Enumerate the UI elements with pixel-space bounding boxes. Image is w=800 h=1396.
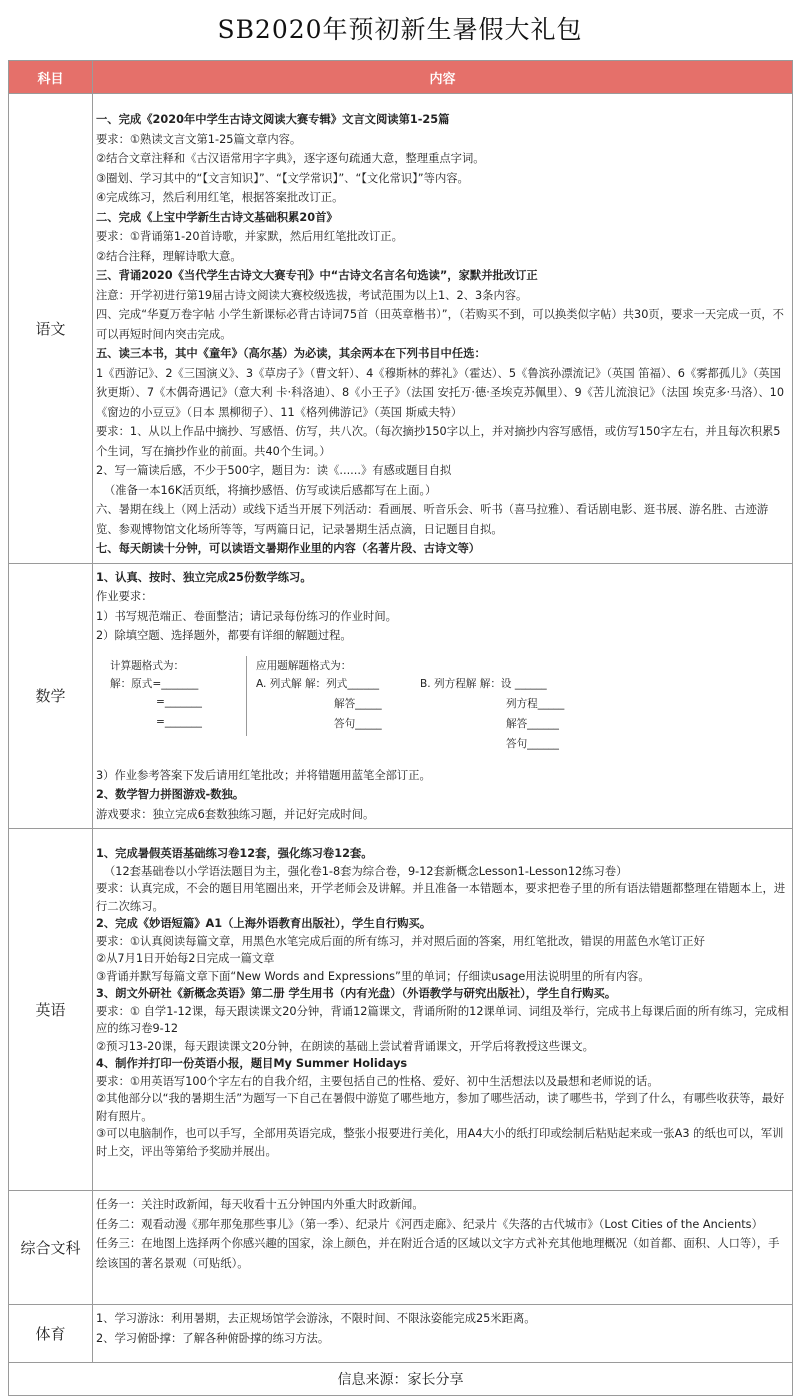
- content-chinese: [93, 94, 793, 564]
- pe-line: 2、学习俯卧撑：了解各种俯卧撑的练习方法。: [96, 1331, 330, 1345]
- liberal-line: 任务二：观看动漫《那年那兔那些事儿》（第一季）、纪录片《河西走廊》、纪录片《失落的古代城市》（Lost Cities of the Ancients）: [96, 1217, 763, 1231]
- format-divider: [246, 656, 247, 736]
- english-line: （12套基础卷以小学语法题目为主，强化卷1-8套为综合卷，9-12套新概念Lesson1-Lesson12练习卷）: [104, 864, 628, 878]
- header-content: 内容: [93, 61, 793, 94]
- chinese-line: 要求：①背诵第1-20首诗歌，并家默，然后用红笔批改订正。: [96, 230, 403, 243]
- chinese-line: ③圈划、学习其中的“【文言知识】”、“【文学常识】”、“【文化常识】”等内容。: [96, 171, 469, 185]
- chinese-line: 四、完成“华夏万卷字帖 小学生新课标必背古诗词75首（田英章楷书）”，（若购买不到，可以换类似字帖）共30页，要求一天完成一页，不可以再短时间内突击完成。: [96, 308, 784, 341]
- chinese-line: 六、暑期在线上（网上活动）或线下适当开展下列活动：看画展、听音乐会、听书（喜马拉雅）、看话剧电影、逛书展、游名胜、古迹游览、参观博物馆文化场所等等，写两篇日记，记录暑期生活点滴，日记题目自拟。: [96, 503, 769, 536]
- homework-table: [8, 60, 793, 1396]
- subject-liberal-arts: 综合文科: [9, 1191, 93, 1305]
- app-format-line: 答句______: [506, 737, 559, 750]
- chinese-line: 2、写一篇读后感，不少于500字，题目为：读《......》有感或题目自拟: [96, 464, 452, 477]
- content-english: [93, 829, 793, 1191]
- english-line: ②其他部分以“我的暑期生活”为题写一下自己在暑假中游览了哪些地方，参加了哪些活动，读了哪些书，学到了什么，有哪些收获等，最好附有照片。: [96, 1092, 785, 1123]
- chinese-line: 二、完成《上宝中学新生古诗文基础积累20首》: [96, 210, 338, 224]
- math-line: 游戏要求：独立完成6套数独练习题，并记好完成时间。: [96, 807, 375, 821]
- content-liberal-arts: [93, 1191, 793, 1305]
- source-footer: 信息来源：家长分享: [9, 1363, 793, 1396]
- row-chinese: [9, 94, 793, 564]
- chinese-line: 1《西游记》、2《三国演义》、3《草房子》（曹文轩）、4《穆斯林的葬礼》（霍达）、5《鲁滨孙漂流记》（英国 笛福）、6《雾都孤儿》（英国 狄更斯）、7《木偶奇遇记》（意大利 卡·科洛迪）、8《小王子》（法国 安托万·德·圣埃克苏佩里）、9《苦儿流浪记》（法国 埃克多·马洛）、10《窗边的小豆豆》（日本 黑柳彻子）、11《格列佛游记》（英国 斯威夫特）: [96, 366, 785, 419]
- app-format-line: 解答_____: [334, 697, 382, 710]
- calc-format-title: 计算题格式为：: [110, 659, 185, 672]
- english-line: ②预习13-20课，每天跟读课文20分钟，在朗读的基础上尝试着背诵课文，开学后将教授这些课文。: [96, 1039, 594, 1053]
- app-format-title: 应用题解题格式为：: [256, 659, 352, 672]
- content-math: [93, 563, 793, 829]
- english-line: ③可以电脑制作，也可以手写，全部用英语完成，整张小报要进行美化，用A4大小的纸打印或绘制后粘贴起来或一张A3 的纸也可以，军训时上交，评出等第给予奖励并展出。: [96, 1127, 784, 1158]
- table-header: [9, 61, 793, 94]
- chinese-line: 三、背诵2020《当代学生古诗文大赛专刊》中“古诗文名言名句选读”，家默并批改订正: [96, 269, 538, 282]
- chinese-line: 要求：①熟读文言文第1-25篇文章内容。: [96, 132, 302, 146]
- chinese-line: 要求：1、从以上作品中摘抄、写感悟、仿写，共八次。（每次摘抄150字以上，并对摘抄内容写感悟，或仿写150字左右，并且每次积累5个生词，写在摘抄作业的前面。共40个生词。）: [96, 425, 781, 458]
- liberal-line: 任务一：关注时政新闻，每天收看十五分钟国内外重大时政新闻。: [96, 1198, 424, 1211]
- math-line: 1）书写规范端正、卷面整洁；请记录每份练习的作业时间。: [96, 609, 397, 623]
- english-line: 要求：①认真阅读每篇文章，用黑色水笔完成后面的所有练习，并对照后面的答案，用红笔批改，错误的用蓝色水笔订正好: [96, 934, 705, 948]
- math-line: 3）作业参考答案下发后请用红笔批改；并将错题用蓝笔全部订正。: [96, 768, 431, 782]
- chinese-line: （准备一本16K活页纸，将摘抄感悟、仿写或读后感都写在上面。）: [104, 483, 437, 497]
- app-format-line: 答句_____: [334, 717, 382, 730]
- pe-line: 1、学习游泳：利用暑期，去正规场馆学会游泳，不限时间、不限泳姿能完成25米距离。: [96, 1312, 536, 1325]
- liberal-line: 任务三：在地图上选择两个你感兴趣的国家，涂上颜色，并在附近合适的区域以文字方式补充其他地理概况（如首都、面积、人口等），手绘该国的著名景观（可贴纸）。: [96, 1237, 780, 1270]
- calc-format-line: =_______: [156, 715, 202, 728]
- app-format-line: 列方程_____: [506, 697, 565, 710]
- english-line: 要求：① 自学1-12课，每天跟读课文20分钟，背诵12篇课文，背诵所附的12课单词、词组及举行，完成书上每课后面的所有练习，完成相应的练习卷9-12: [96, 1004, 789, 1035]
- chinese-line: ②结合文章注释和《古汉语常用字字典》，逐字逐句疏通大意，整理重点字词。: [96, 152, 485, 165]
- subject-chinese: 语文: [9, 94, 93, 564]
- row-english: [9, 829, 793, 1191]
- subject-math: 数学: [9, 563, 93, 829]
- chinese-line: ④完成练习，然后利用红笔，根据答案批改订正。: [96, 191, 344, 204]
- math-line: 2、数学智力拼图游戏-数独。: [96, 788, 245, 801]
- chinese-line: 七、每天朗读十分钟，可以读语文暑期作业里的内容（名著片段、古诗文等）: [96, 542, 481, 555]
- math-line: 1、认真、按时、独立完成25份数学练习。: [96, 570, 312, 584]
- app-format-line: 解答______: [506, 717, 559, 730]
- subject-english: 英语: [9, 829, 93, 1191]
- row-liberal-arts: [9, 1191, 793, 1305]
- header-subject: 科目: [9, 61, 93, 94]
- english-line: ②从7月1日开始每2日完成一篇文章: [96, 952, 275, 965]
- page-title: SB2020年预初新生暑假大礼包: [217, 15, 583, 44]
- math-line: 作业要求：: [96, 590, 153, 603]
- content-pe: [93, 1305, 793, 1363]
- english-line: 2、完成《妙语短篇》A1（上海外语教育出版社），学生自行购买。: [96, 917, 432, 930]
- english-line: 4、制作并打印一份英语小报，题目My Summer Holidays: [96, 1057, 408, 1070]
- row-pe: [9, 1305, 793, 1363]
- math-line: 2）除填空题、选择题外，都要有详细的解题过程。: [96, 629, 352, 642]
- chinese-line: 一、完成《2020年中学生古诗文阅读大赛专辑》文言文阅读第1-25篇: [96, 113, 450, 126]
- calc-format-line: 解：原式=_______: [110, 677, 199, 690]
- chinese-line: 五、读三本书，其中《童年》（高尔基）为必读，其余两本在下列书目中任选：: [96, 347, 486, 360]
- chinese-line: 注意：开学初进行第19届古诗文阅读大赛校级选拔，考试范围为以上1、2、3条内容。: [96, 288, 528, 302]
- format-examples: [96, 646, 789, 766]
- english-line: ③背诵并默写每篇文章下面“New Words and Expressions”里的单词；仔细读usage用法说明里的所有内容。: [96, 969, 650, 983]
- chinese-line: ②结合注释，理解诗歌大意。: [96, 249, 242, 263]
- english-line: 1、完成暑假英语基础练习卷12套，强化练习卷12套。: [96, 847, 373, 860]
- english-line: 要求：①用英语写100个字左右的自我介绍，主要包括自己的性格、爱好、初中生活想法以及最想和老师说的话。: [96, 1074, 659, 1088]
- row-footer: [9, 1363, 793, 1396]
- app-format-b: B. 列方程解 解：设 ______: [420, 677, 547, 690]
- row-math: [9, 563, 793, 829]
- subject-pe: 体育: [9, 1305, 93, 1363]
- app-format-a: A. 列式解 解：列式______: [256, 677, 380, 690]
- english-line: 3、朗文外研社《新概念英语》第二册 学生用书（内有光盘）（外语教学与研究出版社），学生自行购买。: [96, 987, 617, 1000]
- calc-format-line: =_______: [156, 695, 202, 708]
- english-line: 要求：认真完成，不会的题目用笔圈出来，开学老师会及讲解。并且准备一本错题本，要求把卷子里的所有语法错题都整理在错题本上，进行二次练习。: [96, 882, 786, 913]
